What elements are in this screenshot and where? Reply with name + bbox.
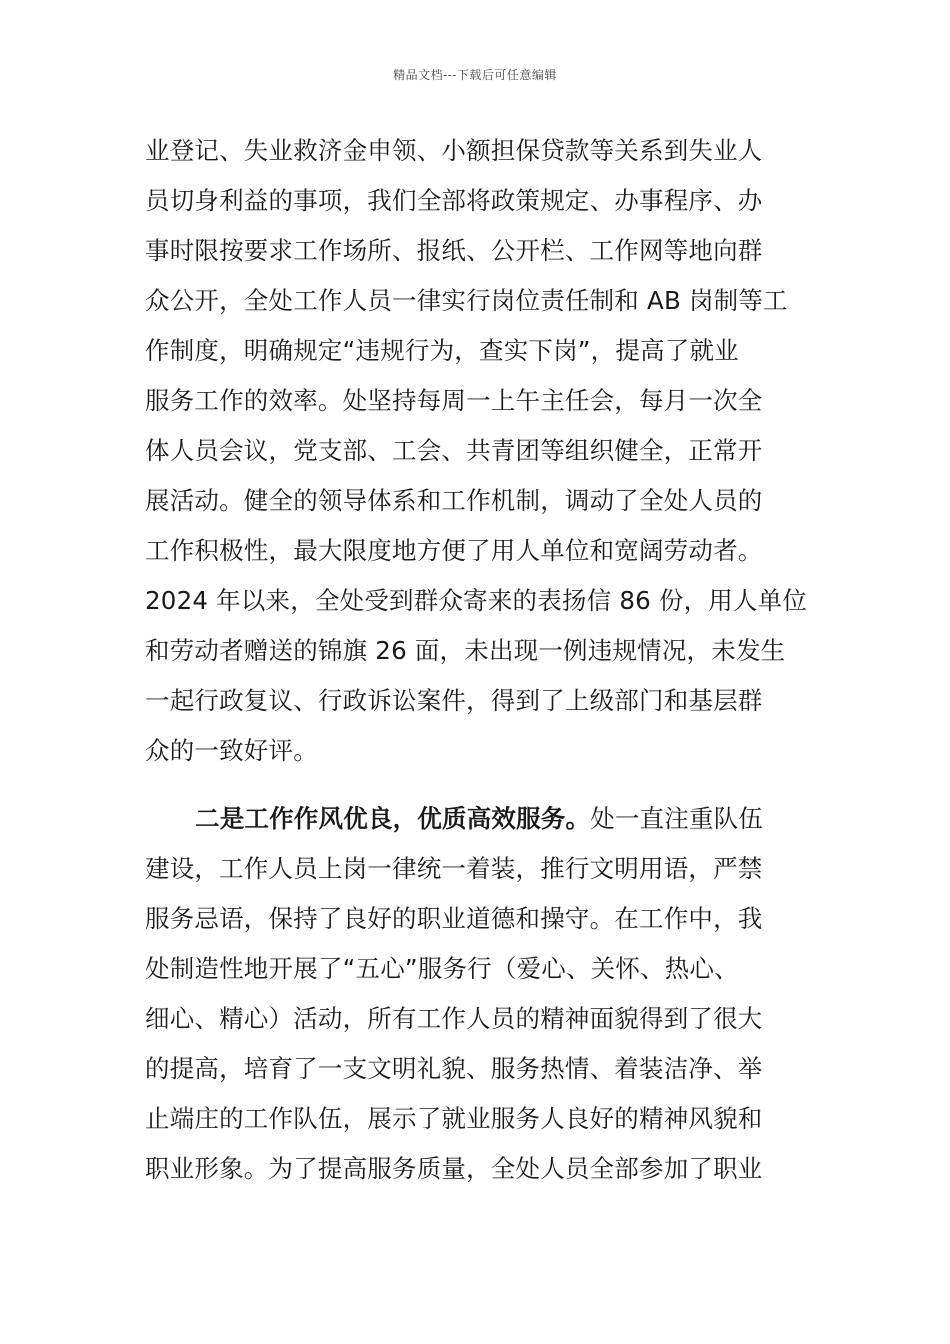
text-line: 事时限按要求工作场所、报纸、公开栏、工作网等地向群 xyxy=(145,236,763,265)
text-line: 的提高，培育了一支文明礼貌、服务热情、着装洁净、举 xyxy=(145,1054,763,1083)
paragraph-bold-lead: 二是工作作风优良，优质高效服务。 xyxy=(195,804,591,833)
text-line: 服务工作的效率。处坚持每周一上午主任会，每月一次全 xyxy=(145,386,763,415)
text-line: 处制造性地开展了“五心”服务行（爱心、关怀、热心、 xyxy=(145,954,739,983)
paragraph-2 xyxy=(145,794,815,1194)
text-line: 体人员会议，党支部、工会、共青团等组织健全，正常开 xyxy=(145,436,763,465)
text-line: 工作积极性，最大限度地方便了用人单位和宽阔劳动者。 xyxy=(145,536,763,565)
text-line: 作制度，明确规定“违规行为，查实下岗”，提高了就业 xyxy=(145,336,739,365)
text-line: 众的一致好评。 xyxy=(145,736,318,765)
text-line: 职业形象。为了提高服务质量，全处人员全部参加了职业 xyxy=(145,1154,763,1183)
paragraph-gap xyxy=(145,776,815,794)
document-body xyxy=(145,126,815,1194)
text-line: 和劳动者赠送的锦旗 26 面，未出现一例违规情况，未发生 xyxy=(145,636,786,665)
text-line-first xyxy=(145,794,815,844)
text-line: 细心、精心）活动，所有工作人员的精神面貌得到了很大 xyxy=(145,1004,763,1033)
text-line: 众公开，全处工作人员一律实行岗位责任制和 AB 岗制等工 xyxy=(145,286,788,315)
text-line: 2024 年以来，全处受到群众寄来的表扬信 86 份，用人单位 xyxy=(145,586,808,615)
paragraph-first-line-rest: 处一直注重队伍 xyxy=(590,804,764,833)
paragraph-1 xyxy=(145,126,815,776)
text-line: 建设，工作人员上岗一律统一着装，推行文明用语，严禁 xyxy=(145,854,763,883)
text-line: 止端庄的工作队伍，展示了就业服务人良好的精神风貌和 xyxy=(145,1104,763,1133)
text-line: 服务忌语，保持了良好的职业道德和操守。在工作中，我 xyxy=(145,904,763,933)
text-line: 员切身利益的事项，我们全部将政策规定、办事程序、办 xyxy=(145,186,763,215)
text-line: 展活动。健全的领导体系和工作机制，调动了全处人员的 xyxy=(145,486,763,515)
page-header: 精品文档---下载后可任意编辑 xyxy=(393,68,557,82)
text-line: 一起行政复议、行政诉讼案件，得到了上级部门和基层群 xyxy=(145,686,763,715)
text-line: 业登记、失业救济金申领、小额担保贷款等关系到失业人 xyxy=(145,136,763,165)
